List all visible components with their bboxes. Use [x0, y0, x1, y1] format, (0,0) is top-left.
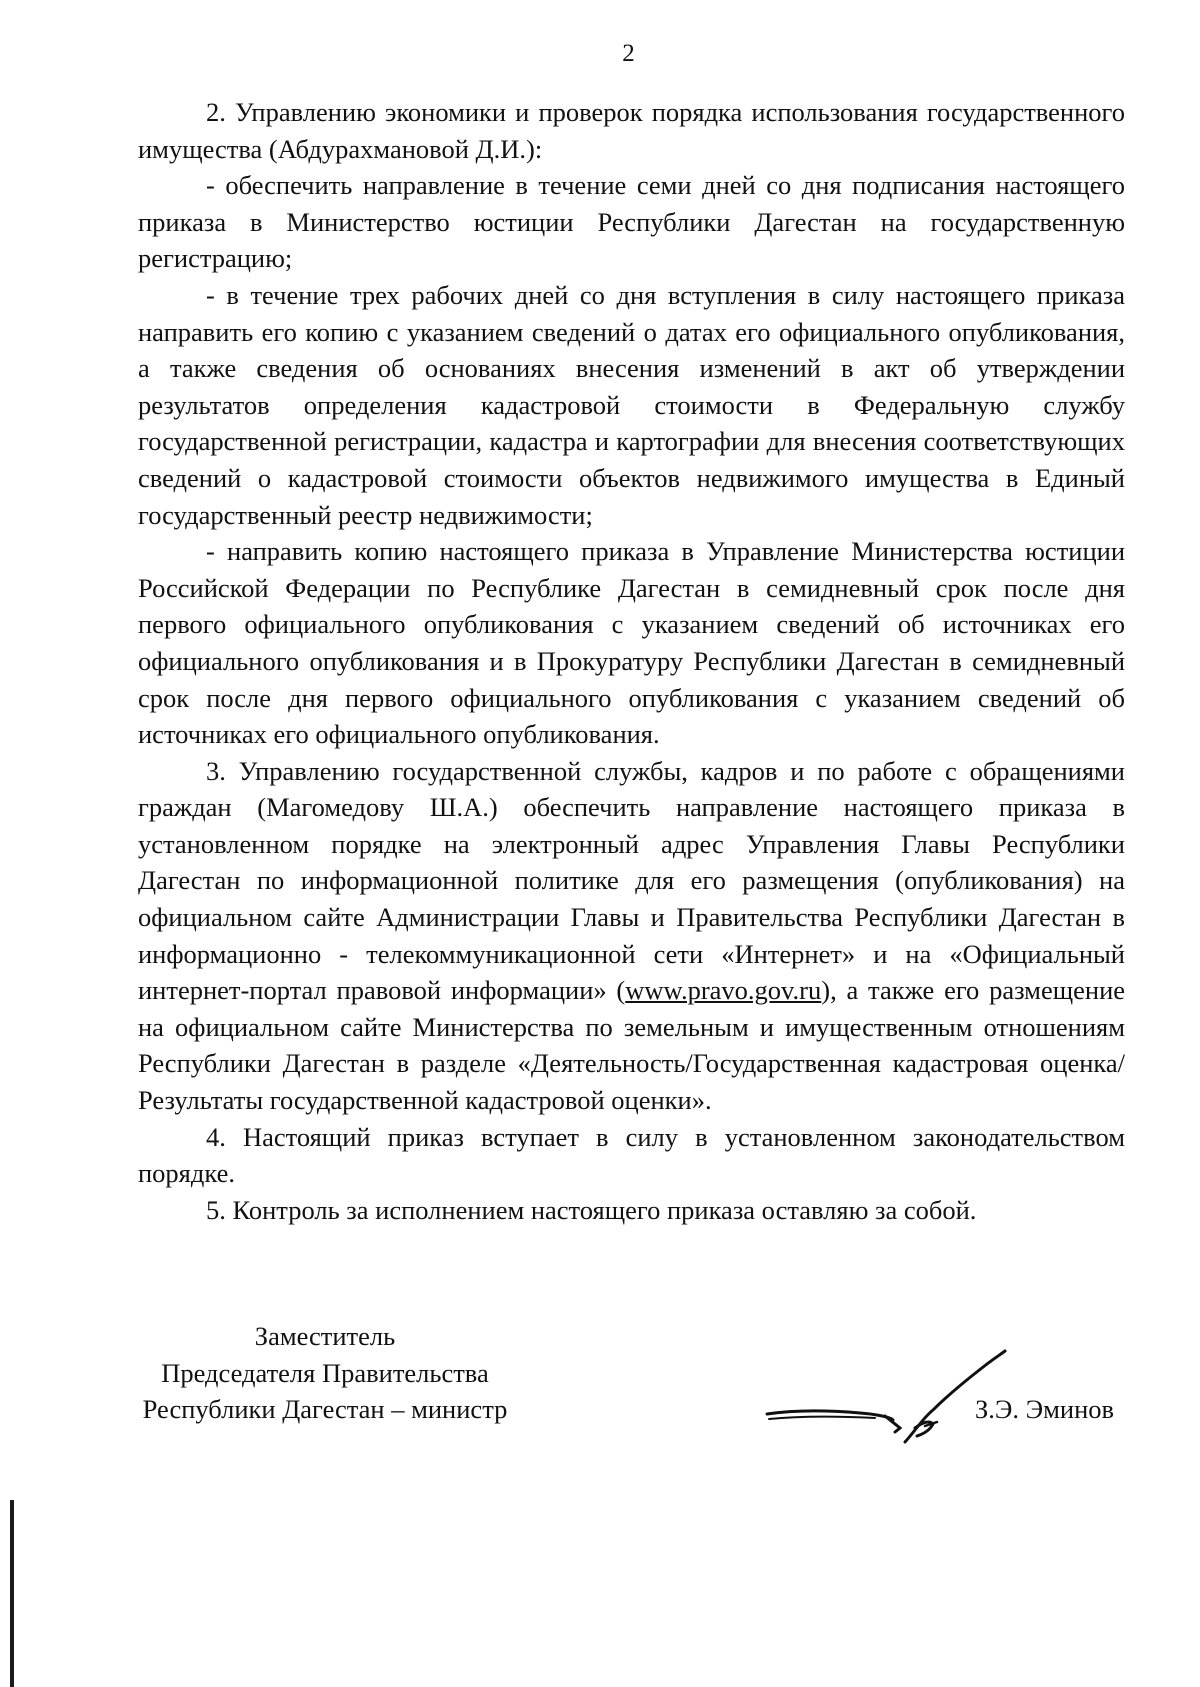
signature-block: [0, 1318, 1200, 1448]
pravo-gov-link[interactable]: www.pravo.gov.ru: [625, 975, 822, 1006]
signer-position-line-2: Председателя Правительства: [161, 1357, 489, 1388]
signer-name: З.Э. Эминов: [975, 1394, 1115, 1424]
paragraph-2-item-registration: - обеспечить направление в течение семи дней со дня подписания настоящего приказа в Министерство юстиции Республики Дагестан на государственную регистрацию;: [138, 170, 1125, 274]
paragraph-4: 4. Настоящий приказ вступает в силу в установленном законодательством порядке.: [138, 1121, 1125, 1189]
paragraph-2-heading: 2. Управлению экономики и проверок порядка использования государственного имущества (Абдурахмановой Д.И.):: [138, 97, 1125, 164]
paragraph-5: 5. Контроль за исполнением настоящего приказа оставляю за собой.: [206, 1194, 977, 1225]
page-number: 2: [622, 40, 635, 67]
document-body: [138, 94, 1125, 1228]
paragraph-2-item-rosreestr: - в течение трех рабочих дней со дня вступления в силу настоящего приказа направить его копию с указанием сведений о датах его официального опубликования, а также сведения об основаниях внесения изменений в акт об утверждении результатов определения кадастровой стоимости в Федеральную службу государственной регистрации, кадастра и картографии для внесения соответствующих сведений о кадастровой стоимости объектов недвижимого имущества в Единый государственный реестр недвижимости;: [138, 279, 1125, 530]
signer-position-line-1: Заместитель: [254, 1321, 396, 1351]
paragraph-2-item-ministry-justice: - направить копию настоящего приказа в Управление Министерства юстиции Российской Федерации по Республике Дагестан в семидневный срок после дня первого официального опубликования с указанием сведений об источниках его официального опубликования и в Прокуратуру Республики Дагестан в семидневный срок после дня первого официального опубликования с указанием сведений об источниках его официального опубликования.: [138, 536, 1125, 750]
paragraph-3-text-before-link: 3. Управлению государственной службы, кадров и по работе с обращениями граждан (Магомедову Ш.А.) обеспечить направление настоящего приказа в установленном порядке на электронный адрес Управления Главы Республики Дагестан по информационной политике для его размещения (опубликования) на официальном сайте Администрации Главы и Правительства Республики Дагестан в информационно - телекоммуникационной сети «Интернет» и на «Официальный интернет-портал правовой информации» (: [138, 755, 1125, 1006]
paragraph-3: [138, 753, 1125, 1119]
signer-position: [125, 1318, 525, 1428]
signer-position-line-3: Республики Дагестан – министр: [142, 1394, 508, 1425]
scan-edge-line: [10, 1500, 14, 1687]
paragraph-3-text-after-link: ), а также его размещение на официальном сайте Министерства по земельным и имущественным отношениям Республики Дагестан в разделе «Деятельность/Государственная кадастровая оценка/Результаты государственной кадастровой оценки».: [138, 975, 1126, 1116]
